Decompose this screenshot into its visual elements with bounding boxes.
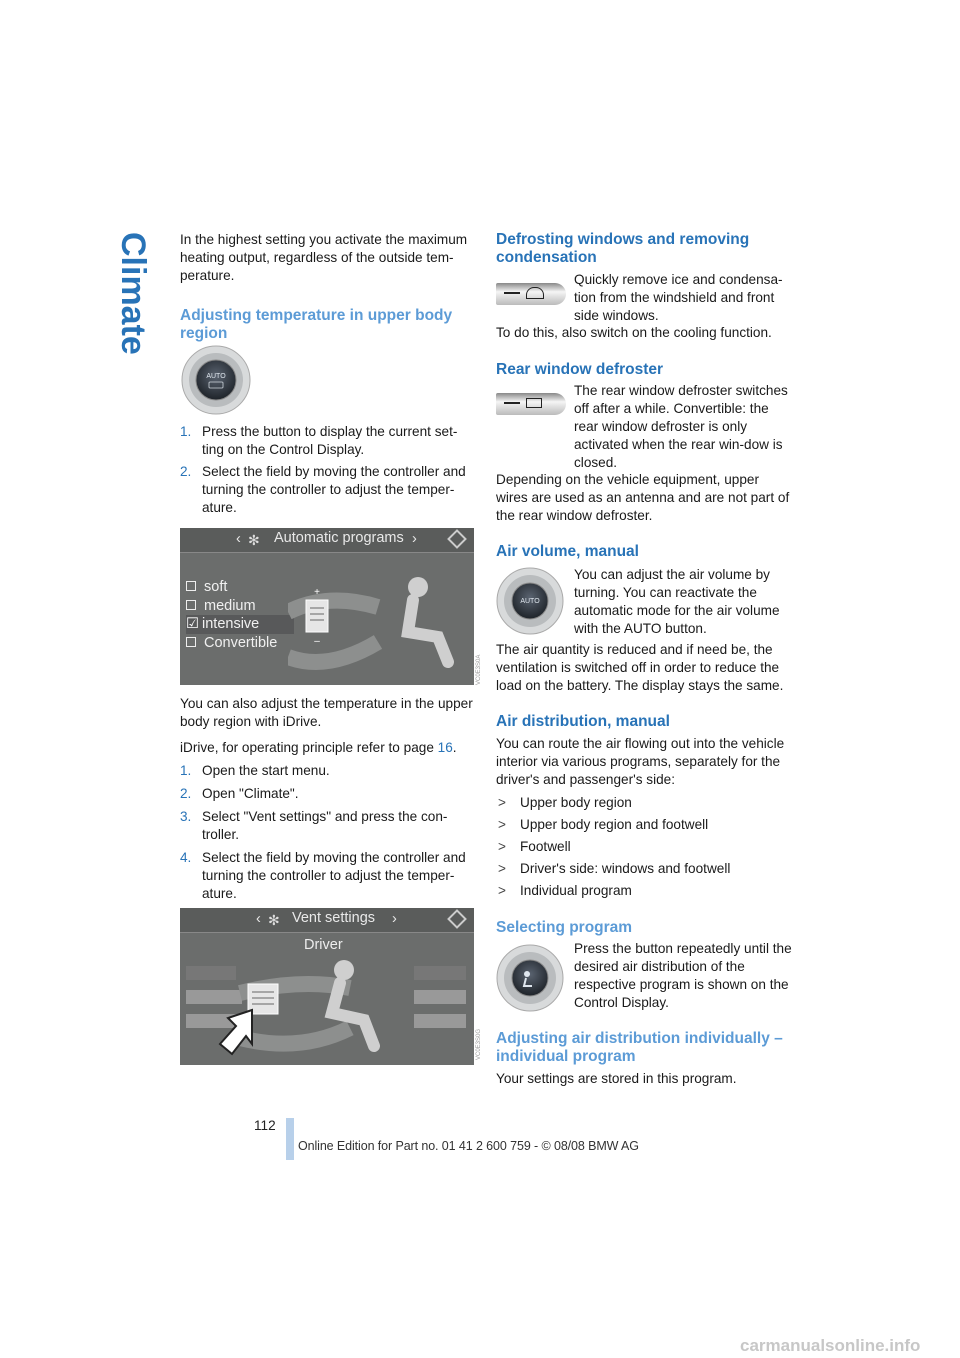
list-item: > Upper body region and footwell bbox=[498, 817, 709, 832]
footer-edition: Online Edition for Part no. 01 41 2 600 759 - © 08/08 BMW AG bbox=[298, 1139, 639, 1153]
screen-title: Automatic programs bbox=[274, 530, 404, 546]
screen-subtitle: Driver bbox=[304, 937, 343, 953]
list-item: > Individual program bbox=[498, 883, 632, 898]
paragraph: You can also adjust the temperature in the upper body region with iDrive. bbox=[180, 696, 473, 729]
control-display-automatic-programs: ‹ ✻ Automatic programs › soft medium ☑ intensive Convertible + – bbox=[180, 528, 474, 685]
chapter-title bbox=[110, 232, 154, 372]
list-item: 2. Select the field by moving the controller and turning the controller to adjust the temper-ature. bbox=[180, 464, 466, 515]
image-code: VC0E3S0A bbox=[476, 654, 482, 685]
list-item: > Driver's side: windows and footwell bbox=[498, 861, 731, 876]
program-list bbox=[186, 578, 294, 652]
windshield-defrost-icon bbox=[526, 287, 544, 299]
left-column bbox=[180, 231, 476, 343]
program-option: Convertible bbox=[186, 634, 294, 653]
list-item: 4. Select the field by moving the controller and turning the controller to adjust the temper-ature. bbox=[180, 850, 466, 901]
auto-label: AUTO bbox=[206, 373, 226, 380]
footer-accent-bar bbox=[286, 1118, 294, 1160]
left-body-2 bbox=[180, 695, 476, 903]
list-item: 3. Select "Vent settings" and press the con-troller. bbox=[180, 809, 448, 842]
vent-figure bbox=[180, 948, 474, 1065]
svg-text:Climate: Climate bbox=[114, 232, 152, 355]
heading-defrost: Defrosting windows and removing condensation bbox=[496, 231, 750, 266]
svg-text:AUTO: AUTO bbox=[520, 598, 540, 605]
svg-text:+: + bbox=[314, 587, 320, 598]
program-option: medium bbox=[186, 597, 294, 616]
svg-text:–: – bbox=[314, 636, 320, 647]
heading-air-distribution: Air distribution, manual bbox=[496, 713, 670, 730]
air-volume-text-2: The air quantity is reduced and if need be, the ventilation is switched off in order to reduce the load on the battery. The display stays the same. bbox=[496, 642, 784, 693]
page-link[interactable]: 16 bbox=[437, 740, 453, 755]
seat-figure bbox=[288, 562, 468, 682]
rear-defroster-text-2: Depending on the vehicle equipment, upper wires are used as an antenna and are not part of the rear window defroster. bbox=[496, 472, 790, 523]
air-volume-knob-image bbox=[496, 567, 564, 640]
list-item: > Footwell bbox=[498, 839, 571, 854]
heading-selecting-program: Selecting program bbox=[496, 919, 633, 936]
defrost-button-image bbox=[496, 283, 566, 305]
paragraph: iDrive, for operating principle refer to page 16. bbox=[180, 740, 457, 755]
intro-paragraph: In the highest setting you activate the maximum heating output, regardless of the outside tem-perature. bbox=[180, 232, 468, 283]
program-option-selected: ☑ intensive bbox=[186, 615, 294, 634]
list-item: 1. Press the button to display the current set-ting on the Control Display. bbox=[180, 424, 458, 457]
auto-knob-image bbox=[180, 345, 252, 420]
heading-rear-defroster: Rear window defroster bbox=[496, 361, 664, 378]
individual-program-text: Your settings are stored in this program. bbox=[496, 1071, 737, 1086]
defrost-text-2: To do this, also switch on the cooling function. bbox=[496, 325, 772, 340]
fan-icon: ✻ bbox=[268, 912, 280, 928]
watermark: carmanualsonline.info bbox=[740, 1336, 921, 1355]
heading-individual-program: Adjusting air distribution individually – individual program bbox=[496, 1030, 783, 1065]
right-column bbox=[496, 231, 792, 267]
image-code: VC0E3S0G bbox=[476, 1028, 482, 1060]
air-distribution-section bbox=[496, 735, 792, 900]
heading-upper-body: Adjusting temperature in upper body region bbox=[180, 307, 453, 342]
air-volume-text: You can adjust the air volume by turning. You can reactivate the automatic mode for the air volume with the AUTO button. bbox=[574, 567, 780, 636]
program-option: soft bbox=[186, 578, 294, 597]
selecting-program-text: Press the button repeatedly until the desired air distribution of the respective program is shown on the Control Display. bbox=[574, 941, 792, 1010]
defrost-text: Quickly remove ice and condensa-tion from the windshield and front side windows. bbox=[574, 272, 783, 323]
paragraph: You can route the air flowing out into the vehicle interior via various programs, separately for the driver's and passenger's side: bbox=[496, 736, 785, 787]
list-item: 1. Open the start menu. bbox=[180, 763, 330, 778]
screen-title: Vent settings bbox=[292, 910, 376, 926]
fan-icon: ✻ bbox=[248, 532, 260, 548]
air-distribution-knob-image bbox=[496, 944, 564, 1017]
control-display-vent-settings: ‹ ✻ Vent settings › Driver bbox=[180, 908, 474, 1065]
rear-defroster-text: The rear window defroster switches off after a while. Convertible: the rear window defroster is only activated when the rear win-dow is closed. bbox=[574, 383, 788, 470]
list-item: > Upper body region bbox=[498, 795, 632, 810]
page-number: 112 bbox=[254, 1118, 276, 1133]
left-steps-1 bbox=[180, 423, 476, 517]
list-item: 2. Open "Climate". bbox=[180, 786, 299, 801]
heading-air-volume: Air volume, manual bbox=[496, 543, 639, 560]
